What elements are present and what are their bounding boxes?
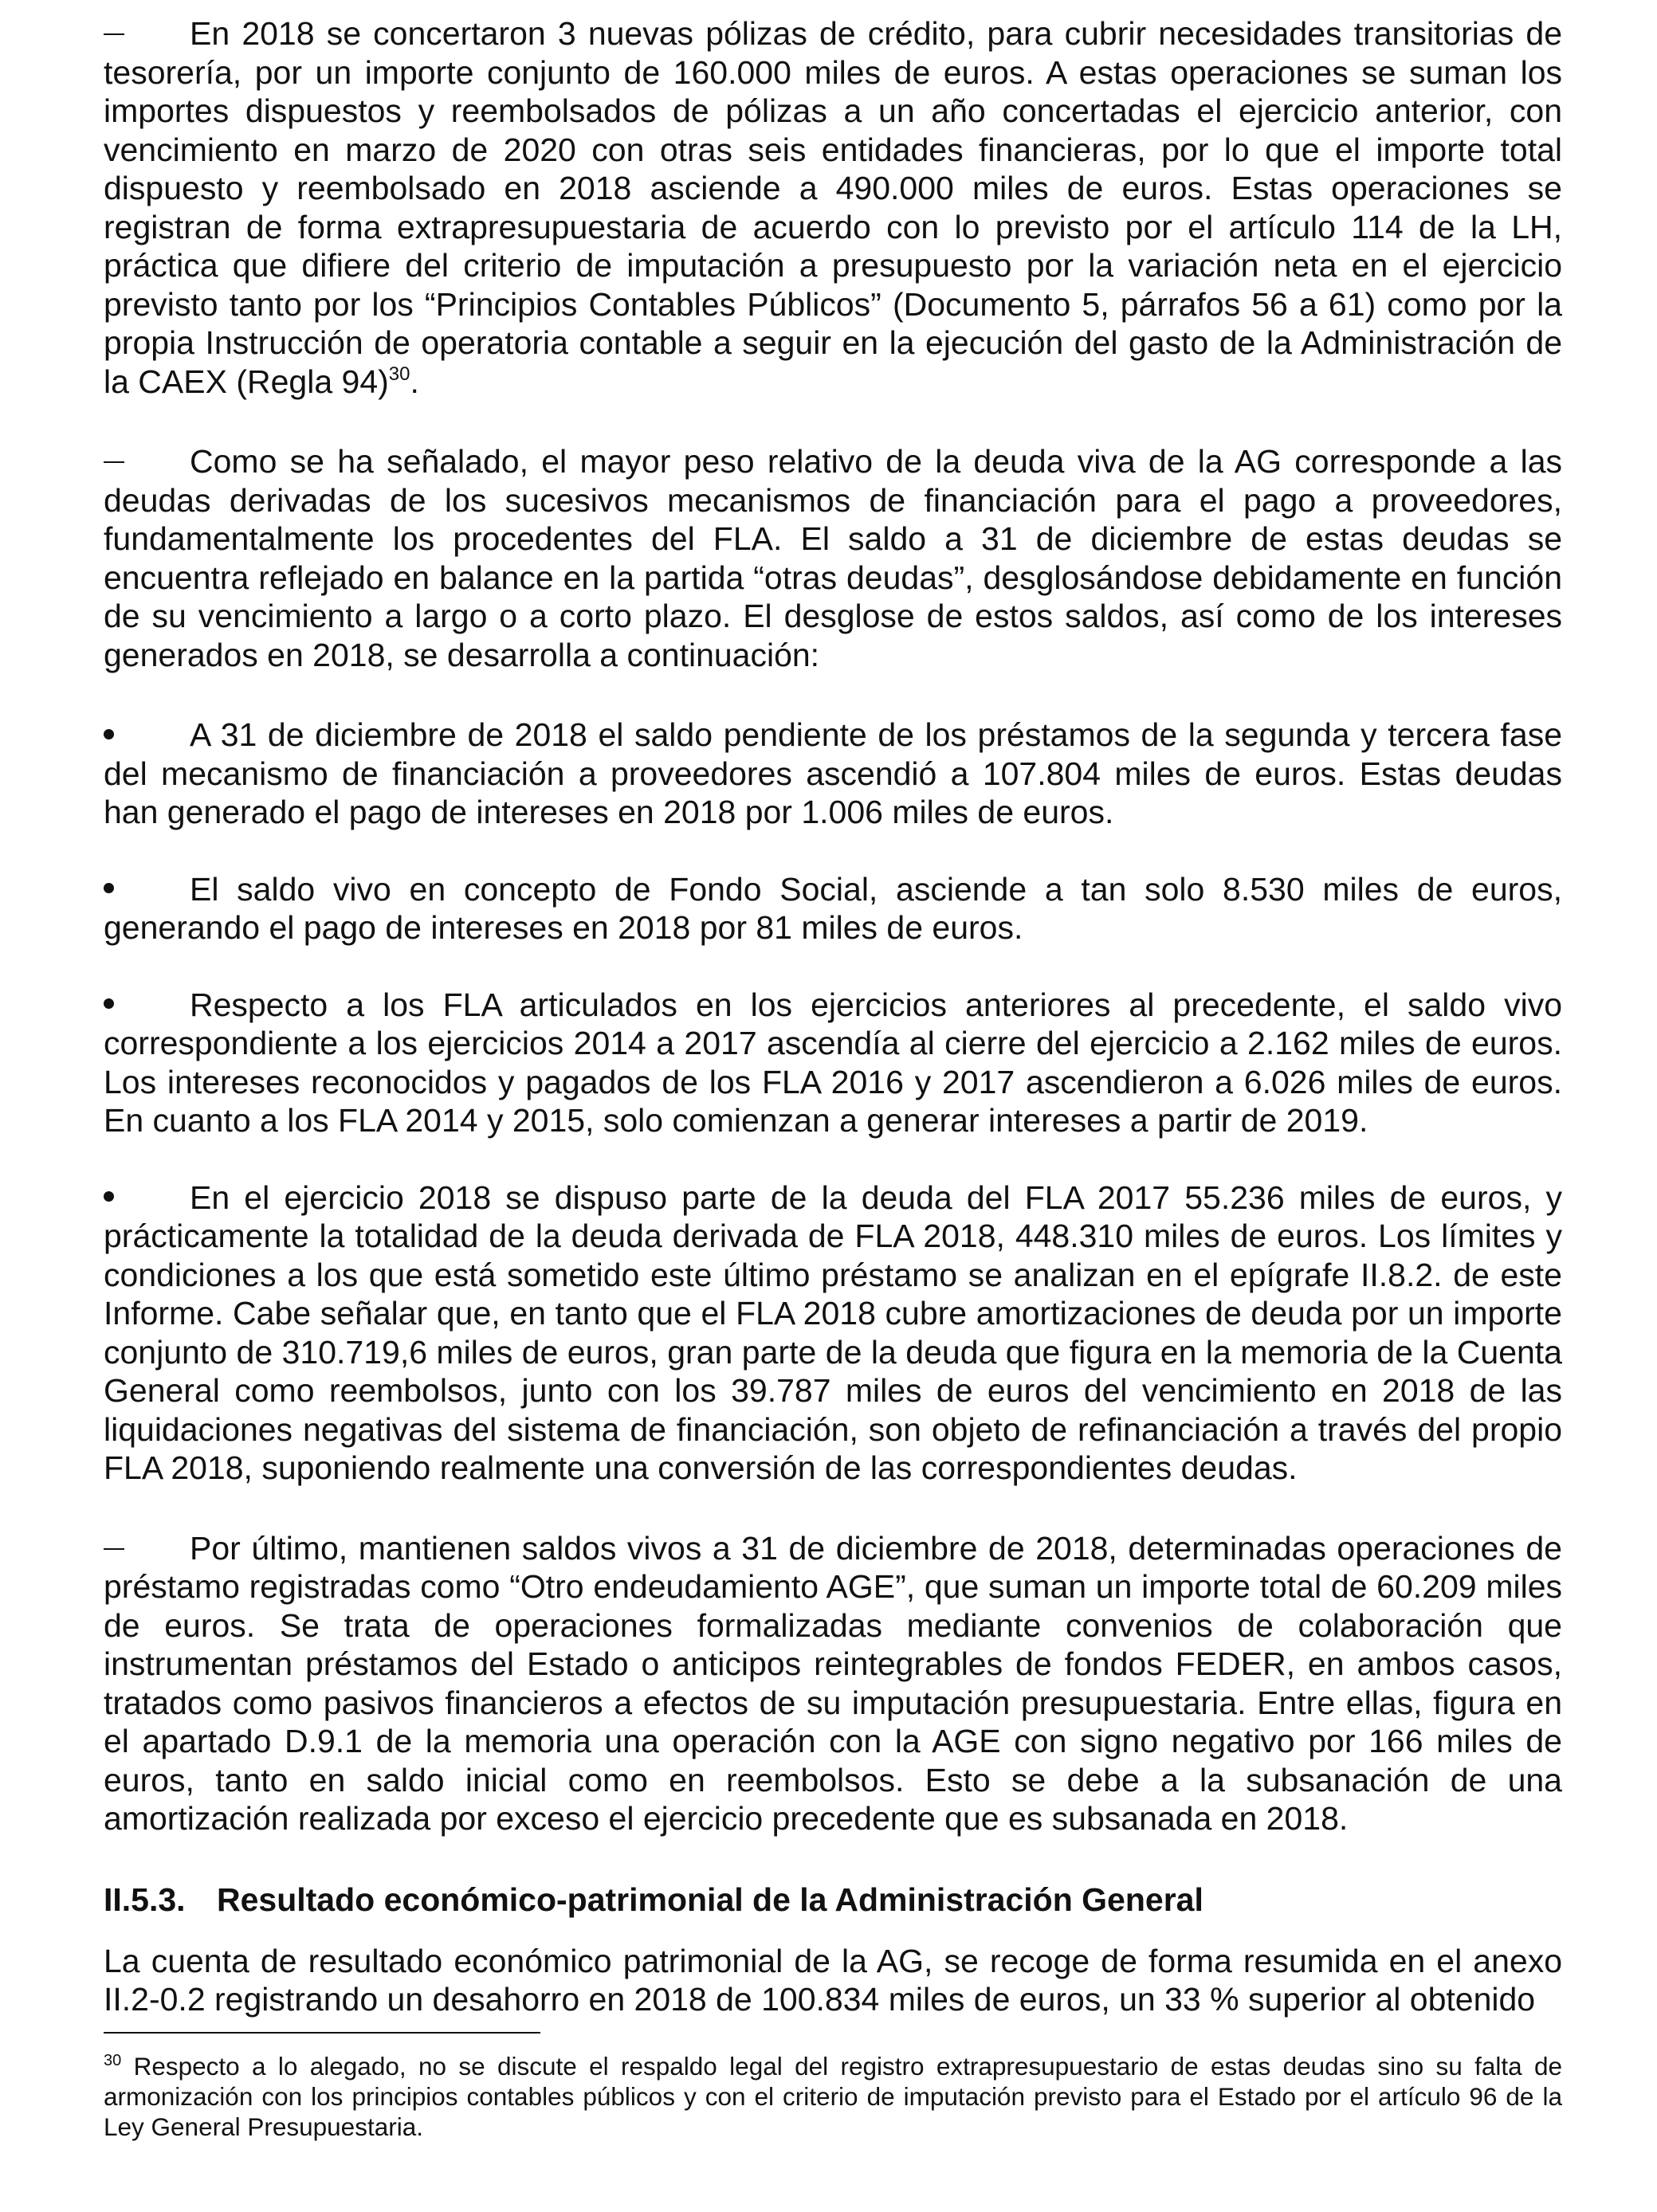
dash-paragraph-polizas (104, 14, 1562, 401)
footnote-text: Respecto a lo alegado, no se discute el respaldo legal del registro extrapresupuestario de estas deudas sino su falta de armonización con los principios contables públicos y con el criterio de imputación previsto para el Estado por el artículo 96 de la Ley General Presupuestaria. (104, 2051, 1562, 2141)
section-number: II.5.3. (104, 1881, 186, 1918)
bullet-item-fla-anteriores (104, 986, 1562, 1140)
bullet-text: En el ejercicio 2018 se dispuso parte de la deuda del FLA 2017 55.236 miles de euros, y prácticamente la totalidad de la deuda derivada de FLA 2018, 448.310 miles de euros. Los límites y condiciones a los que está sometido este último préstamo se analizan en el epígrafe II.8.2. de este Informe. Cabe señalar que, en tanto que el FLA 2018 cubre amortizaciones de deuda por un importe conjunto de 310.719,6 miles de euros, gran parte de la deuda que figura en la memoria de la Cuenta General como reembolsos, junto con los 39.787 miles de euros del vencimiento en 2018 de las liquidaciones negativas del sistema de financiación, son objeto de refinanciación a través del propio FLA 2018, suponiendo realmente una conversión de las correspondientes deudas. (104, 1179, 1562, 1486)
document-page (104, 14, 1562, 2167)
bullet-item-fla-2018 (104, 1179, 1562, 1488)
footnote-separator (104, 2032, 540, 2034)
dash-marker (104, 442, 190, 481)
bullet-marker (104, 716, 190, 755)
bullet-text: El saldo vivo en concepto de Fondo Social, asciende a tan solo 8.530 miles de euros, generando el pago de intereses en 2018 por 81 miles de euros. (104, 870, 1562, 946)
paragraph-text: Como se ha señalado, el mayor peso relativo de la deuda viva de la AG corresponde a las deudas derivadas de los sucesivos mecanismos de financiación para el pago a proveedores, fundamentalmente los procedentes del FLA. El saldo a 31 de diciembre de estas deudas se encuentra reflejado en balance en la partida “otras deudas”, desglosándose debidamente en función de su vencimiento a largo o a corto plazo. El desglose de estos saldos, así como de los intereses generados en 2018, se desarrolla a continuación: (104, 443, 1562, 673)
bullet-text: Respecto a los FLA articulados en los ejercicios anteriores al precedente, el saldo vivo correspondiente a los ejercicios 2014 a 2017 ascendía al cierre del ejercicio a 2.162 miles de euros. Los intereses reconocidos y pagados de los FLA 2016 y 2017 ascendieron a 6.026 miles de euros. En cuanto a los FLA 2014 y 2015, solo comienzan a generar intereses a partir de 2019. (104, 986, 1562, 1139)
body-paragraph-resultado (104, 1942, 1562, 2019)
dash-marker (104, 14, 190, 53)
dash-paragraph-otro-endeudamiento (104, 1529, 1562, 1838)
paragraph-text: Por último, mantienen saldos vivos a 31 de diciembre de 2018, determinadas operaciones de préstamo registradas como “Otro endeudamiento AGE”, que suman un importe total de 60.209 miles de euros. Se trata de operaciones formalizadas mediante convenios de colaboración que instrumentan préstamos del Estado o anticipos reintegrables de fondos FEDER, en ambos casos, tratados como pasivos financieros a efectos de su imputación presupuestaria. Entre ellas, figura en el apartado D.9.1 de la memoria una operación con la AGE con signo negativo por 166 miles de euros, tanto en saldo inicial como en reembolsos. Esto se debe a la subsanación de una amortización realizada por exceso el ejercicio precedente que es subsanada en 2018. (104, 1529, 1562, 1837)
bullet-marker (104, 1179, 190, 1218)
footnote-number: 30 (104, 2051, 122, 2069)
footnote-reference[interactable]: 30 (388, 363, 410, 385)
dash-marker (104, 1529, 190, 1568)
bullet-item-proveedores (104, 716, 1562, 832)
bullet-marker (104, 870, 190, 909)
section-title: Resultado económico-patrimonial de la Administración General (217, 1881, 1203, 1918)
paragraph-text: En 2018 se concertaron 3 nuevas pólizas de crédito, para cubrir necesidades transitorias de tesorería, por un importe conjunto de 160.000 miles de euros. A estas operaciones se suman los importes dispuestos y reembolsados de pólizas a un año concertadas el ejercicio anterior, con vencimiento en marzo de 2020 con otras seis entidades financieras, por lo que el importe total dispuesto y reembolsado en 2018 asciende a 490.000 miles de euros. Estas operaciones se registran de forma extrapresupuestaria de acuerdo con lo previsto por el artículo 114 de la LH, práctica que difiere del criterio de imputación a presupuesto por la variación neta en el ejercicio previsto tanto por los “Principios Contables Públicos” (Documento 5, párrafos 56 a 61) como por la propia Instrucción de operatoria contable a seguir en la ejecución del gasto de la Administración de la CAEX (Regla 94) (104, 15, 1562, 400)
paragraph-text: La cuenta de resultado económico patrimonial de la AG, se recoge de forma resumida en el anexo II.2-0.2 registrando un desahorro en 2018 de 100.834 miles de euros, un 33 % superior al obtenido (104, 1942, 1562, 2018)
paragraph-text-end: . (410, 363, 419, 400)
bullet-marker (104, 986, 190, 1025)
footnote (104, 2051, 1562, 2142)
section-heading (104, 1880, 1562, 1920)
bullet-item-fondo-social (104, 870, 1562, 947)
dash-paragraph-deuda-viva (104, 442, 1562, 674)
bullet-text: A 31 de diciembre de 2018 el saldo pendiente de los préstamos de la segunda y tercera fase del mecanismo de financiación a proveedores ascendió a 107.804 miles de euros. Estas deudas han generado el pago de intereses en 2018 por 1.006 miles de euros. (104, 716, 1562, 830)
